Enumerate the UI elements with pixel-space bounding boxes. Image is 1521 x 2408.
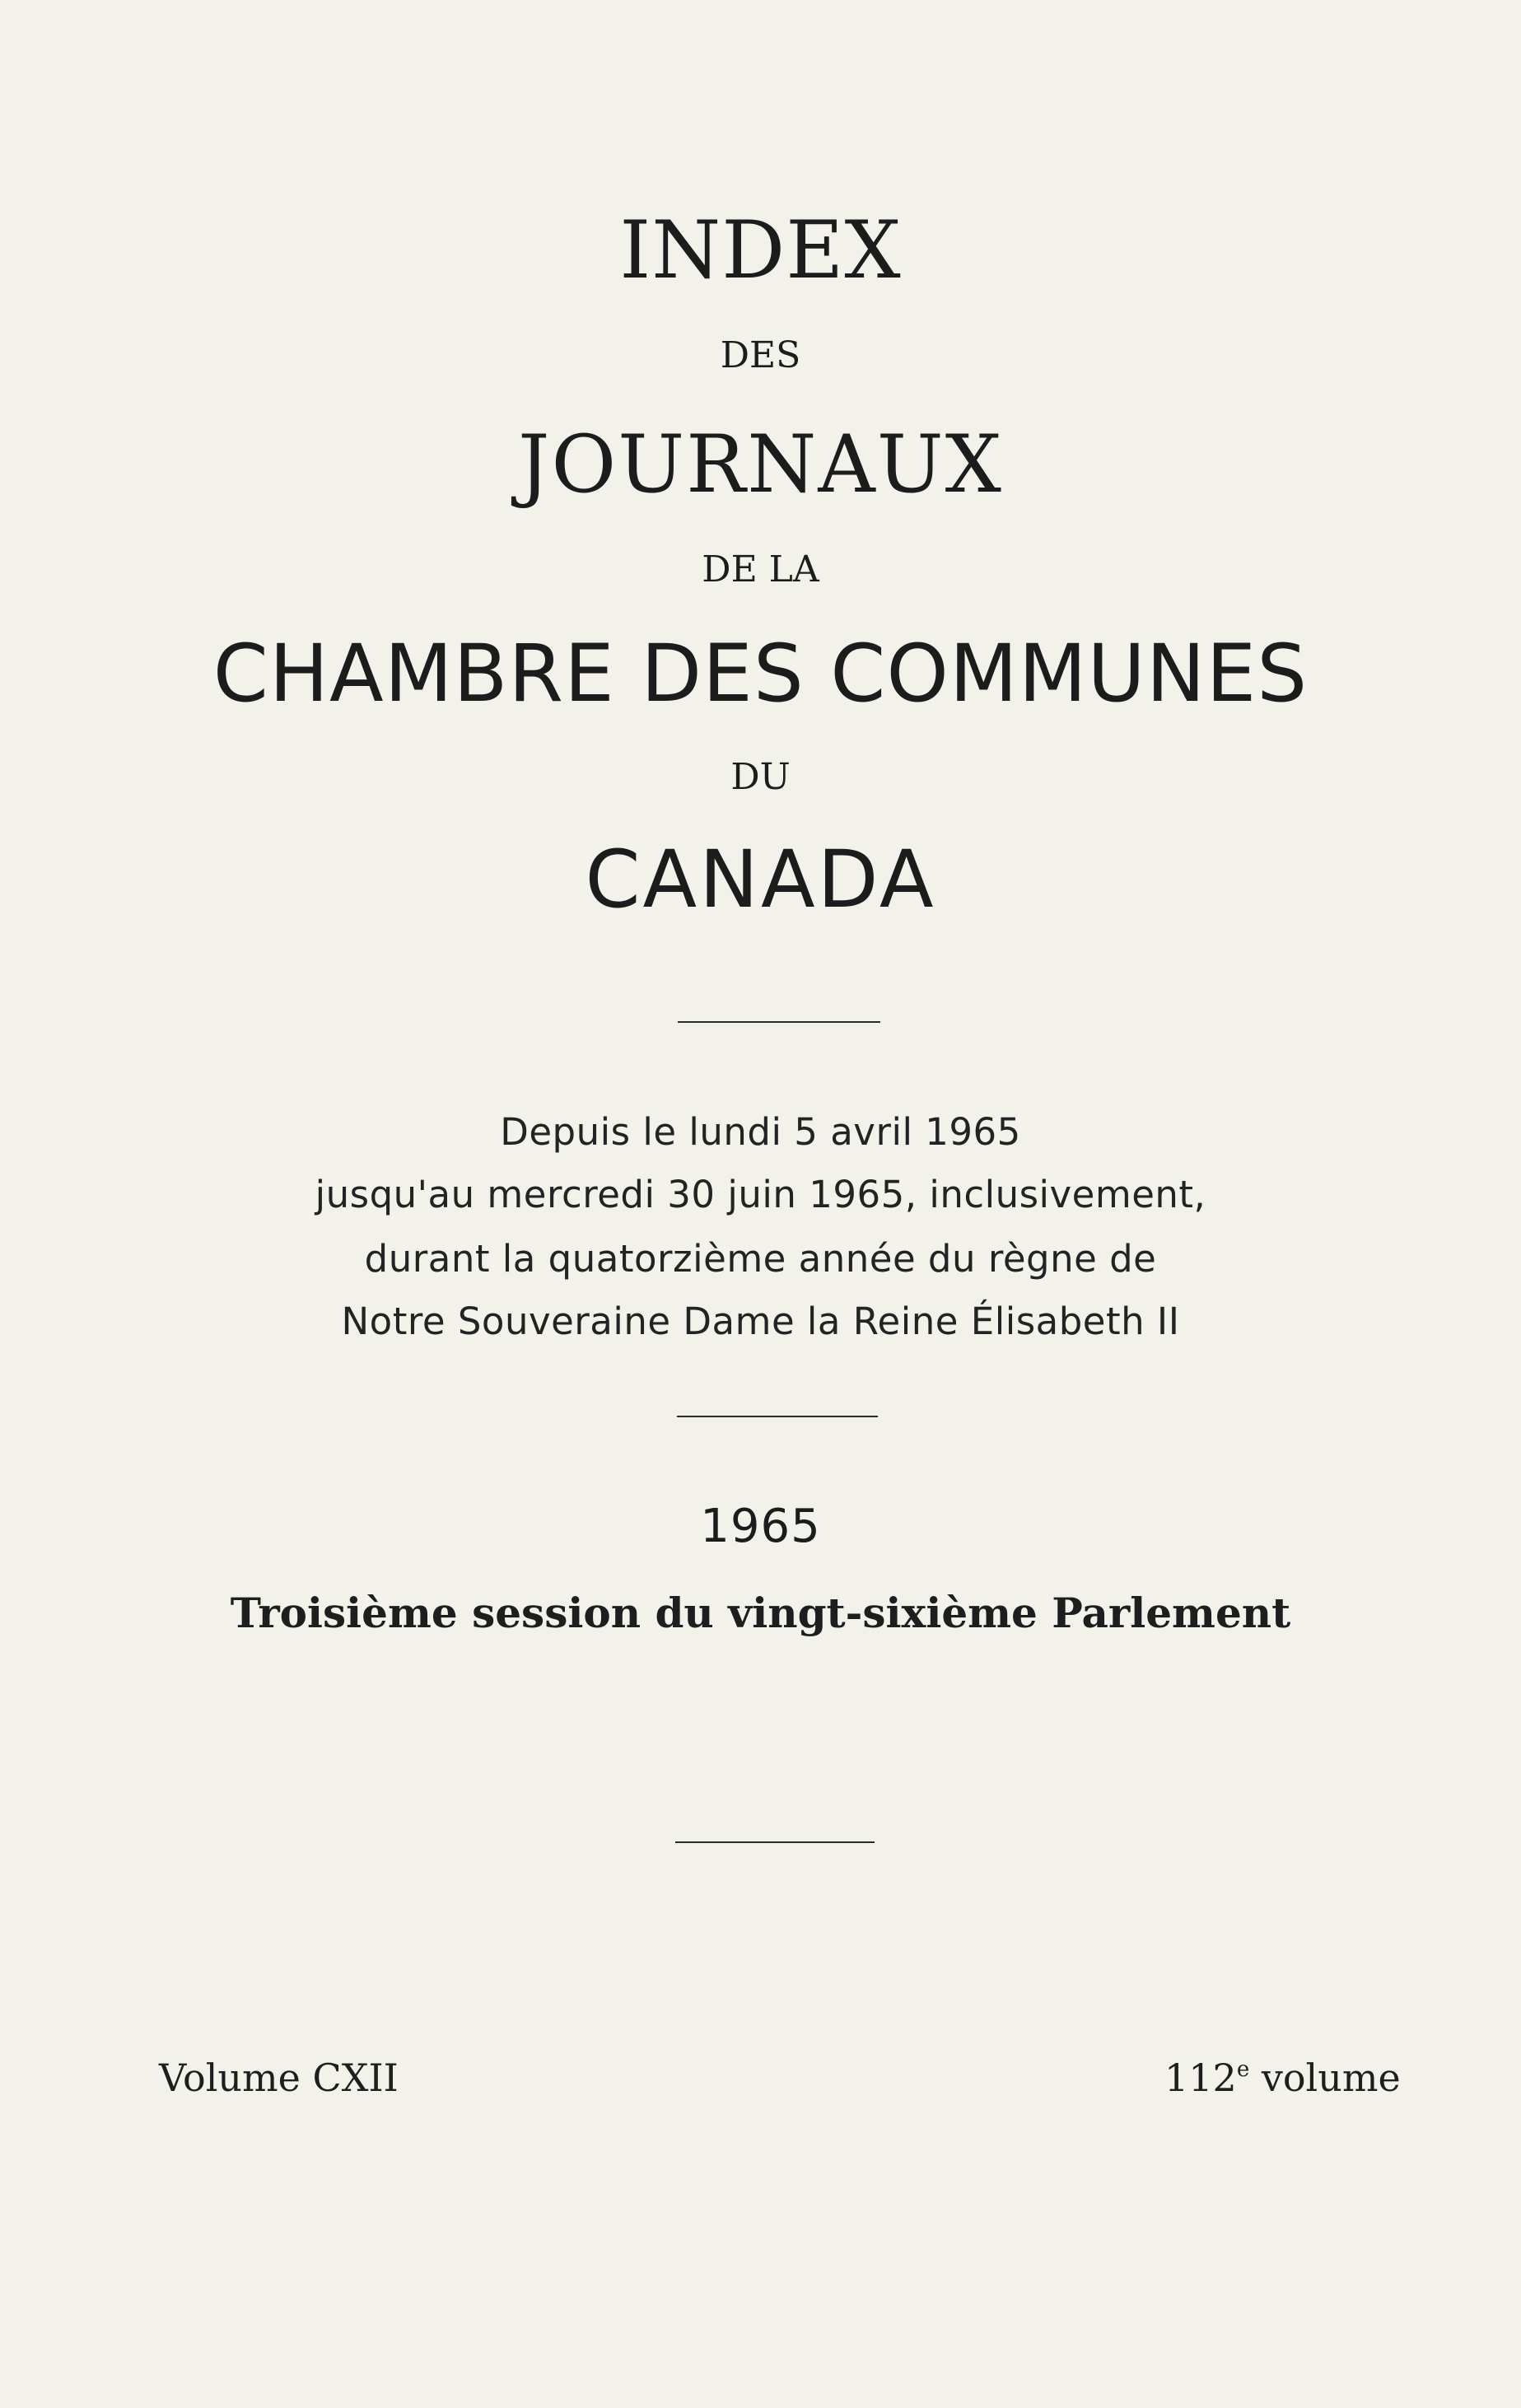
period-line-1: Depuis le lundi 5 avril 1965 xyxy=(500,1110,1021,1154)
volume-ordinal-suffix: e xyxy=(1236,2057,1250,2082)
title-index: INDEX xyxy=(619,204,902,296)
divider-rule xyxy=(678,1021,880,1023)
volume-ordinal xyxy=(1164,2056,1401,2100)
session-year: 1965 xyxy=(700,1500,821,1553)
period-line-3: durant la quatorzième année du règne de xyxy=(364,1237,1157,1281)
divider-rule xyxy=(675,1841,875,1843)
volume-ordinal-number: 112 xyxy=(1164,2056,1237,2100)
period-line-2: jusqu'au mercredi 30 juin 1965, inclusivement, xyxy=(315,1173,1206,1216)
title-du: DU xyxy=(730,756,791,798)
volume-roman: Volume CXII xyxy=(159,2056,399,2100)
title-journaux: JOURNAUX xyxy=(518,418,1003,511)
divider-rule xyxy=(677,1416,878,1417)
title-de-la: DE LA xyxy=(702,548,819,590)
title-chambre-des-communes: CHAMBRE DES COMMUNES xyxy=(212,628,1309,720)
title-des: DES xyxy=(720,334,801,376)
title-canada: CANADA xyxy=(585,833,936,926)
volume-ordinal-word: volume xyxy=(1261,2056,1401,2100)
session-title: Troisième session du vingt-sixième Parlement xyxy=(230,1589,1291,1637)
period-line-4: Notre Souveraine Dame la Reine Élisabeth II xyxy=(341,1300,1180,1343)
